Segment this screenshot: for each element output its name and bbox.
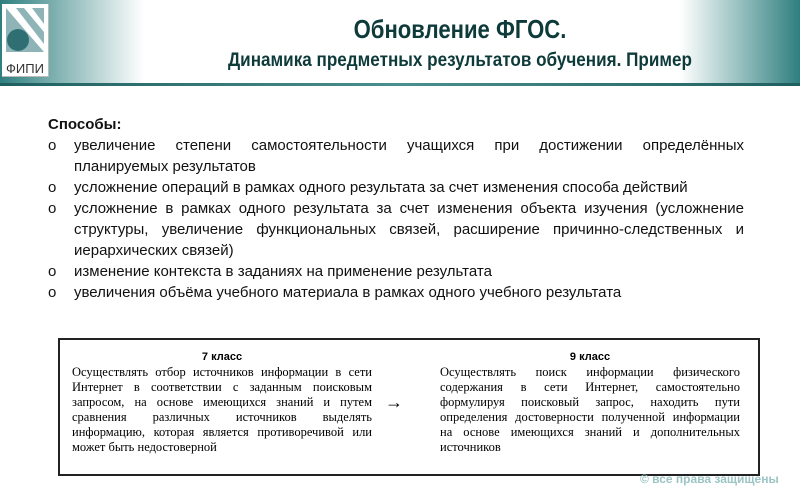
bullet-icon: o [48,179,57,196]
methods-heading: Способы: [48,116,122,133]
grade-9-text: Осуществлять поиск информации физического содержания в сети Интернет, самостоятельно формулируя поисковый запрос, находить пути определения достоверности полученной информации на основе имеющихся знаний и дополнительных источников [440,365,740,454]
header-divider [0,83,800,86]
bullet-icon: o [48,284,57,301]
grade-9-column [440,350,740,455]
list-item [48,135,744,177]
bullet-icon: o [48,263,57,280]
methods-section [48,114,744,303]
list-item-text: изменение контекста в заданиях на применение результата [74,263,492,280]
page-subtitle: Динамика предметных результатов обучения. Пример [227,50,692,71]
example-box [58,338,760,476]
arrow-right-icon: → [385,392,403,412]
grade-7-title: 7 класс [201,351,243,363]
list-item [48,282,744,303]
grade-9-title: 9 класс [569,351,611,363]
list-item-text: усложнение в рамках одного результата за счет изменения объекта изучения (усложнение структуры, увеличение функциональных связей, расширение причинно-следственных и иерархических связей) [74,200,744,259]
methods-list [48,135,744,303]
list-item-text: усложнение операций в рамках одного результата за счет изменения способа действий [74,179,688,196]
grade-7-text: Осуществлять отбор источников информации в сети Интернет в соответствии с заданным поисковым запросом, на основе имеющихся знаний и путем сравнения различных источников выделять информацию, которая является противоречивой или может быть недостоверной [72,365,372,454]
list-item [48,198,744,261]
bullet-icon: o [48,137,57,154]
fipi-logo [2,4,49,77]
logo-mark-icon [2,4,48,56]
grade-7-column [72,350,372,455]
bullet-icon: o [48,200,57,217]
copyright-footer: © все права защищены [640,472,779,486]
logo-text: ФИПИ [6,61,44,76]
list-item [48,177,744,198]
list-item-text: увеличение степени самостоятельности учащихся при достижении определённых планируемых результатов [74,137,744,175]
page-title: Обновление ФГОС. [353,14,567,44]
list-item [48,261,744,282]
list-item-text: увеличения объёма учебного материала в рамках одного учебного результата [74,284,622,301]
